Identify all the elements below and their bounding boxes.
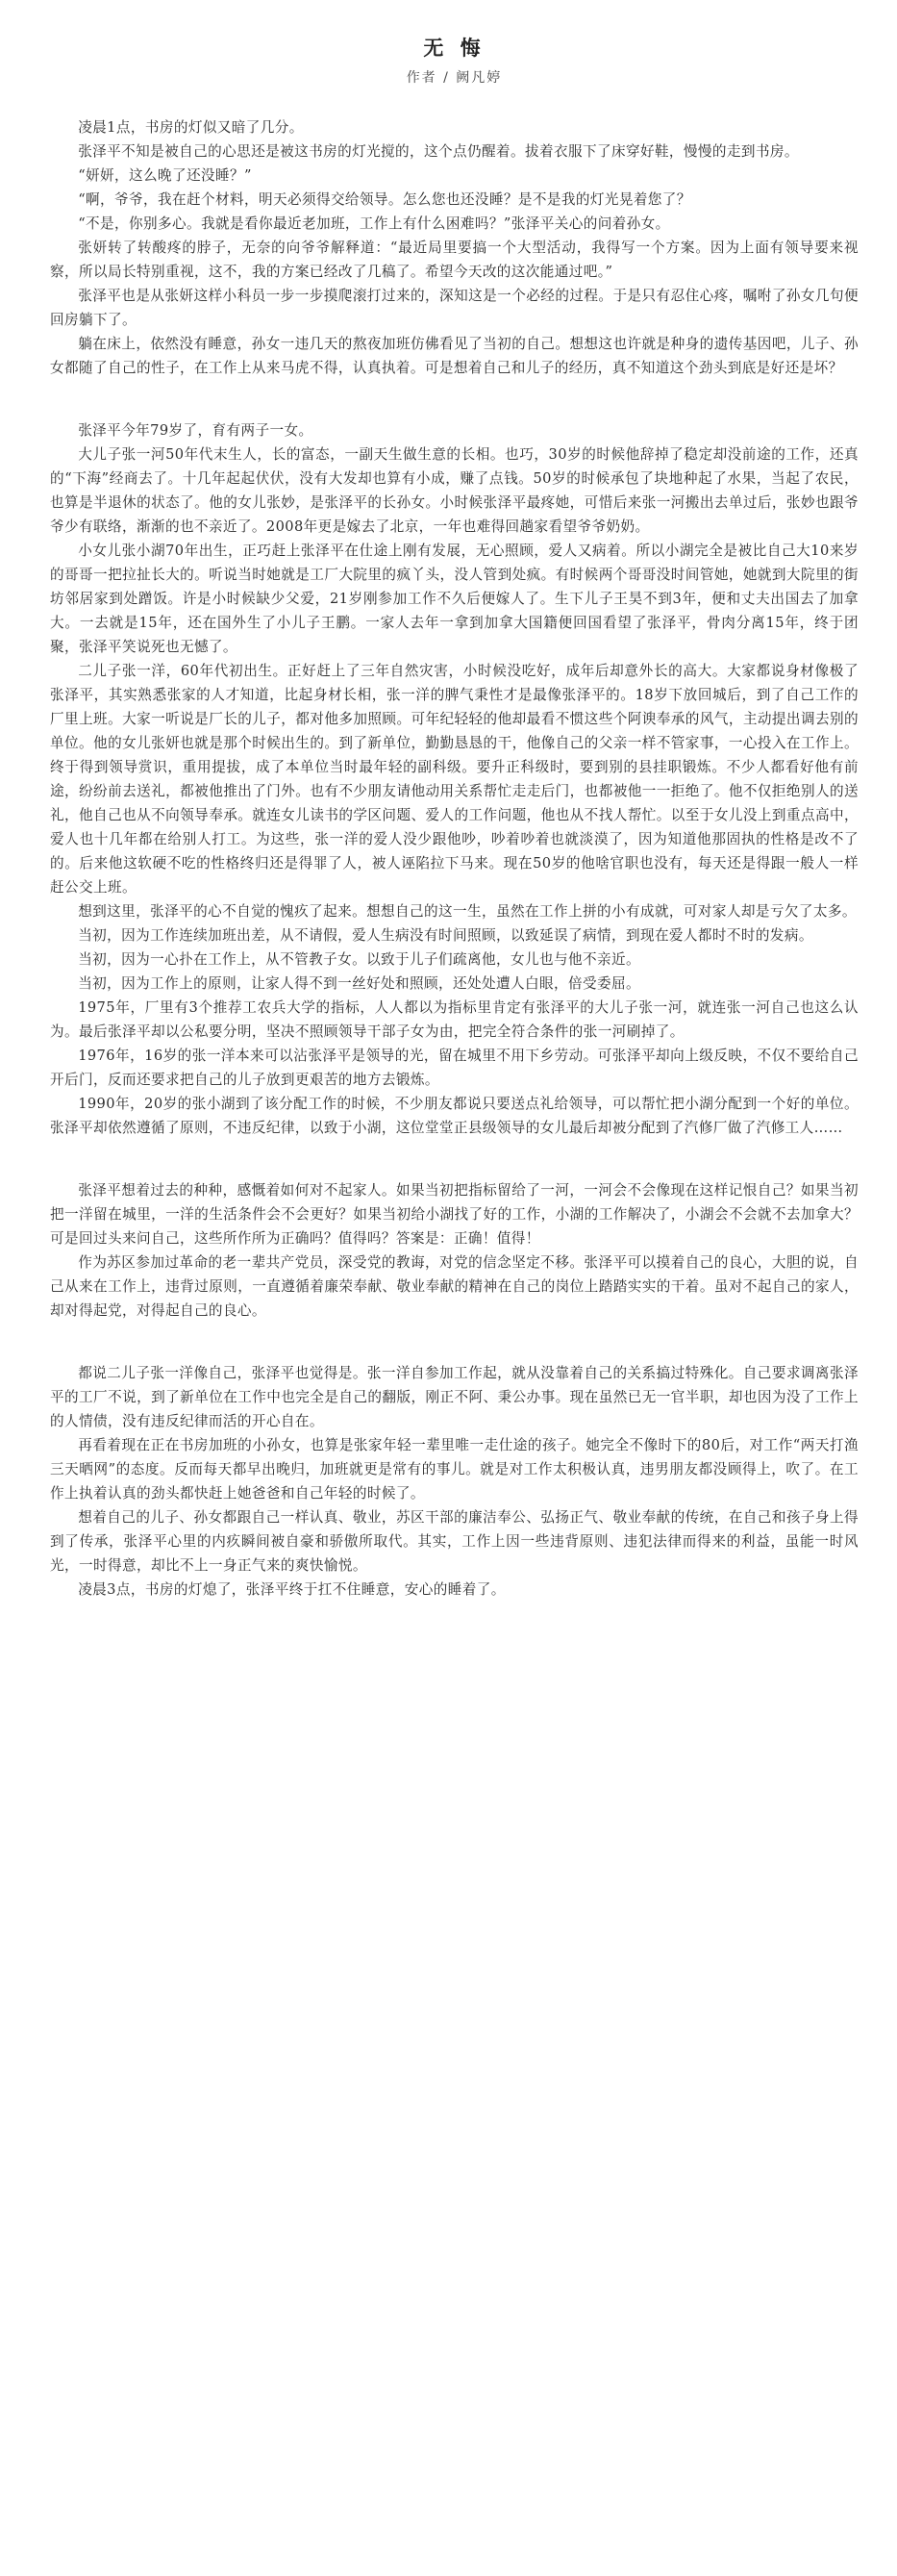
paragraph: 张泽平今年79岁了，育有两子一女。 — [78, 422, 313, 439]
paragraph: 作为苏区参加过革命的老一辈共产党员，深受党的教诲，对党的信念坚定不移。张泽平可以摸着自己的良心，大胆的说，自己从来在工作上，违背过原则，一直遵循着廉荣奉献、敬业奉献的精神在自己的岗位上踏踏实实的干着。虽对不起自己的家人，却对得起党，对得起自己的良心。 — [50, 1254, 859, 1319]
article-title: 无 悔 — [423, 36, 486, 60]
paragraph: 躺在床上，依然没有睡意，孙女一违几天的熬夜加班仿佛看见了当初的自己。想想这也许就是种身的遗传基因吧，儿子、孙女都随了自己的性子，在工作上从来马虎不得，认真执着。可是想着自己和儿子的经历，真不知道这个劲头到底是好还是坏？ — [50, 336, 859, 376]
paragraph: 想着自己的儿子、孙女都跟自己一样认真、敬业，苏区干部的廉洁奉公、弘扬正气、敬业奉献的传统，在自己和孩子身上得到了传承，张泽平心里的内疚瞬间被自豪和骄傲所取代。其实，工作上因一些违背原则、违犯法律而得来的利益，虽能一时风光，一时得意，却比不上一身正气来的爽快愉悦。 — [50, 1509, 859, 1574]
paragraph: 二儿子张一洋，60年代初出生。正好赶上了三年自然灾害，小时候没吃好，成年后却意外长的高大。大家都说身材像极了张泽平，其实熟悉张家的人才知道，比起身材长相，张一洋的脾气秉性才是最像张泽平的。18岁下放回城后，到了自己工作的厂里上班。大家一听说是厂长的儿子，都对他多加照顾。可年纪轻轻的他却最看不惯这些个阿谀奉承的风气，主动提出调去别的单位。他的女儿张妍也就是那个时候出生的。到了新单位，勤勤恳恳的干，他像自己的父亲一样不管家事，一心投入在工作上。终于得到领导赏识，重用提拔，成了本单位当时最年轻的副科级。要升正科级时，要到别的县挂职锻炼。不少人都看好他有前途，纷纷前去送礼，都被他推出了门外。也有不少朋友请他动用关系帮忙走走后门，也都被他一一拒绝了。他不仅拒绝别人的送礼，他自己也从不向领导奉承。就连女儿读书的学区问题、爱人的工作问题，他也从不找人帮忙。以至于女儿没上到重点高中，爱人也十几年都在给别人打工。为这些，张一洋的爱人没少跟他吵，吵着吵着也就淡漠了，因为知道他那固执的性格是改不了的。后来他这软硬不吃的性格终归还是得罪了人，被人诬陷拉下马来。现在50岁的他啥官职也没有，每天还是得跟一般人一样赶公交上班。 — [50, 663, 859, 896]
paragraph: 小女儿张小湖70年出生，正巧赶上张泽平在仕途上刚有发展，无心照顾，爱人又病着。所以小湖完全是被比自己大10来岁的哥哥一把拉扯长大的。听说当时她就是工厂大院里的疯丫头，没人管到处疯。有时候两个哥哥没时间管她，她就到大院里的街坊邻居家到处蹭饭。许是小时候缺少父爱，21岁刚参加工作不久后便嫁人了。生下儿子王昊不到3年，便和丈夫出国去了加拿大。一去就是15年，还在国外生了小儿子王鹏。一家人去年一拿到加拿大国籍便回国看望了张泽平，骨肉分离15年，终于团聚，张泽平笑说死也无憾了。 — [50, 543, 859, 655]
paragraph: “妍妍，这么晚了还没睡？” — [78, 167, 252, 184]
paragraph: “啊，爷爷，我在赶个材料，明天必须得交给领导。怎么您也还没睡？是不是我的灯光晃着您了？ — [78, 191, 691, 208]
paragraph: 凌晨1点，书房的灯似又暗了几分。 — [78, 119, 304, 136]
section-3 — [50, 1178, 859, 1323]
paragraph: 张妍转了转酸疼的脖子，无奈的向爷爷解释道：“最近局里要搞一个大型活动，我得写一个方案。因为上面有领导要来视察，所以局长特别重视，这不，我的方案已经改了几稿了。希望今天改的这次能通过吧。” — [50, 240, 859, 280]
paragraph: 凌晨3点，书房的灯熄了，张泽平终于扛不住睡意，安心的睡着了。 — [78, 1581, 506, 1598]
paragraph: 当初，因为工作连续加班出差，从不请假，爱人生病没有时间照顾，以致延误了病情，到现在爱人都时不时的发病。 — [78, 927, 813, 944]
section-1 — [50, 115, 859, 380]
paragraph: 张泽平想着过去的种种，感慨着如何对不起家人。如果当初把指标留给了一河，一河会不会像现在这样记恨自己？如果当初把一洋留在城里，一洋的生活条件会不会更好？如果当初给小湖找了好的工作，小湖的工作解决了，小湖会不会就不去加拿大？可是回过头来问自己，这些所作所为正确吗？值得吗？答案是：正确！值得！ — [50, 1182, 859, 1247]
paragraph: 1976年，16岁的张一洋本来可以沾张泽平是领导的光，留在城里不用下乡劳动。可张泽平却向上级反映，不仅不要给自己开后门，反而还要求把自己的儿子放到更艰苦的地方去锻炼。 — [50, 1048, 859, 1088]
section-gap — [50, 1323, 859, 1361]
paragraph: “不是，你别多心。我就是看你最近老加班，工作上有什么困难吗？”张泽平关心的问着孙女。 — [78, 215, 670, 232]
paragraph: 再看着现在正在书房加班的小孙女，也算是张家年轻一辈里唯一走仕途的孩子。她完全不像时下的80后，对工作“两天打渔三天晒网”的态度。反而每天都早出晚归，加班就更是常有的事儿。就是对工作太积极认真，违男朋友都没顾得上，吹了。在工作上执着认真的劲头都快赶上她爸爸和自己年轻的时候了。 — [50, 1437, 859, 1502]
section-gap — [50, 1140, 859, 1178]
section-gap — [50, 380, 859, 418]
paragraph: 大儿子张一河50年代末生人，长的富态，一副天生做生意的长相。也巧，30岁的时候他辞掉了稳定却没前途的工作，还真的“下海”经商去了。十几年起起伏伏，没有大发却也算有小成，赚了点钱。50岁的时候承包了块地种起了水果，当起了农民，也算是半退休的状态了。他的女儿张妙，是张泽平的长孙女。小时候张泽平最疼她，可惜后来张一河搬出去单过后，张妙也跟爷爷少有联络，渐渐的也不亲近了。2008年更是嫁去了北京，一年也难得回趟家看望爷爷奶奶。 — [50, 446, 859, 535]
paragraph: 1990年，20岁的张小湖到了该分配工作的时候，不少朋友都说只要送点礼给领导，可以帮忙把小湖分配到一个好的单位。张泽平却依然遵循了原则，不违反纪律，以致于小湖，这位堂堂正县级领导的女儿最后却被分配到了汽修厂做了汽修工人…… — [50, 1096, 859, 1136]
paragraph: 当初，因为一心扑在工作上，从不管教子女。以致于儿子们疏离他，女儿也与他不亲近。 — [78, 951, 640, 968]
paragraph: 张泽平不知是被自己的心思还是被这书房的灯光搅的，这个点仍醒着。拔着衣服下了床穿好鞋，慢慢的走到书房。 — [78, 143, 799, 160]
author-line: 作者 / 阙凡婷 — [406, 70, 503, 86]
paragraph: 都说二儿子张一洋像自己，张泽平也觉得是。张一洋自参加工作起，就从没靠着自己的关系搞过特殊化。自己要求调离张泽平的工厂不说，到了新单位在工作中也完全是自己的翻版，刚正不阿、秉公办事。现在虽然已无一官半职，却也因为没了工作上的人情债，没有违反纪律而活的开心自在。 — [50, 1365, 859, 1429]
paragraph: 1975年，厂里有3个推荐工农兵大学的指标，人人都以为指标里肯定有张泽平的大儿子张一河，就连张一河自己也这么认为。最后张泽平却以公私要分明，坚决不照顾领导干部子女为由，把完全符合条件的张一河刷掉了。 — [50, 999, 859, 1040]
paragraph: 想到这里，张泽平的心不自觉的愧疚了起来。想想自己的这一生，虽然在工作上拼的小有成就，可对家人却是亏欠了太多。 — [78, 903, 857, 920]
section-2 — [50, 418, 859, 1140]
section-4 — [50, 1361, 859, 1602]
paragraph: 当初，因为工作上的原则，让家人得不到一丝好处和照顾，还处处遭人白眼，倍受委屈。 — [78, 975, 640, 992]
paragraph: 张泽平也是从张妍这样小科员一步一步摸爬滚打过来的，深知这是一个必经的过程。于是只有忍住心疼，嘱咐了孙女几句便回房躺下了。 — [50, 288, 859, 328]
